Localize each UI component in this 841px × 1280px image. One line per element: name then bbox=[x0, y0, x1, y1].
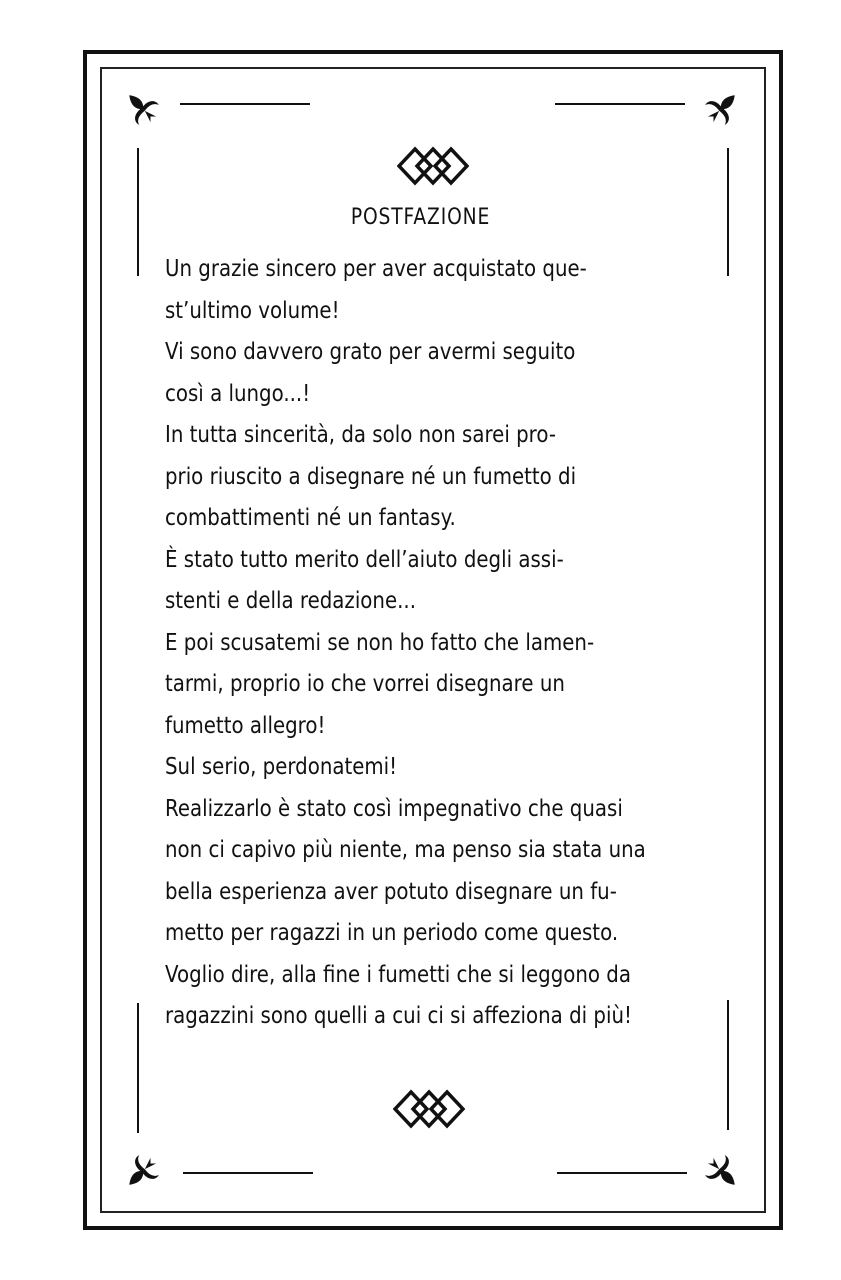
text-line: così a lungo...! bbox=[165, 380, 311, 407]
text-line: In tutta sincerità, da solo non sarei pro- bbox=[165, 422, 556, 448]
text-line: Un grazie sincero per aver acquistato que- bbox=[165, 256, 587, 282]
interlaced-diamonds-icon bbox=[393, 1088, 465, 1130]
text-line: tarmi, proprio io che vorrei disegnare un bbox=[165, 671, 565, 697]
right-lower-rule bbox=[727, 1000, 729, 1130]
fleur-de-lis-icon bbox=[700, 1150, 744, 1194]
text-line: prio riuscito a disegnare né un fumetto di bbox=[165, 463, 577, 490]
text-line: combattimenti né un fantasy. bbox=[165, 505, 456, 531]
text-line: metto per ragazzi in un periodo come questo. bbox=[165, 920, 619, 946]
text-line: È stato tutto merito dell’aiuto degli assi- bbox=[165, 546, 564, 573]
text-line: stenti e della redazione... bbox=[165, 588, 416, 614]
bottom-right-rule bbox=[557, 1172, 687, 1174]
text-line: Realizzarlo è stato così impegnativo che quasi bbox=[165, 795, 623, 822]
afterword-body bbox=[165, 249, 715, 1038]
fleur-de-lis-icon bbox=[120, 86, 164, 130]
text-line: fumetto allegro! bbox=[165, 712, 326, 739]
text-line: non ci capivo più niente, ma penso sia stata una bbox=[165, 837, 646, 863]
page-title: POSTFAZIONE bbox=[350, 205, 491, 230]
interlaced-diamonds-icon bbox=[397, 145, 469, 187]
bottom-left-rule bbox=[183, 1172, 313, 1174]
top-right-rule bbox=[555, 103, 685, 105]
text-line: Vi sono davvero grato per avermi seguito bbox=[165, 339, 576, 365]
text-line: ragazzini sono quelli a cui ci si affeziona di più! bbox=[165, 1003, 632, 1029]
text-line: Sul serio, perdonatemi! bbox=[165, 754, 398, 780]
fleur-de-lis-icon bbox=[120, 1150, 164, 1194]
text-line: Voglio dire, alla fine i fumetti che si leggono da bbox=[165, 961, 631, 988]
text-line: E poi scusatemi se non ho fatto che lamen- bbox=[165, 629, 595, 656]
left-lower-rule bbox=[137, 1003, 139, 1133]
text-line: bella esperienza aver potuto disegnare un fu- bbox=[165, 878, 617, 905]
top-left-rule bbox=[180, 103, 310, 105]
text-line: st’ultimo volume! bbox=[165, 297, 340, 324]
fleur-de-lis-icon bbox=[700, 86, 744, 130]
